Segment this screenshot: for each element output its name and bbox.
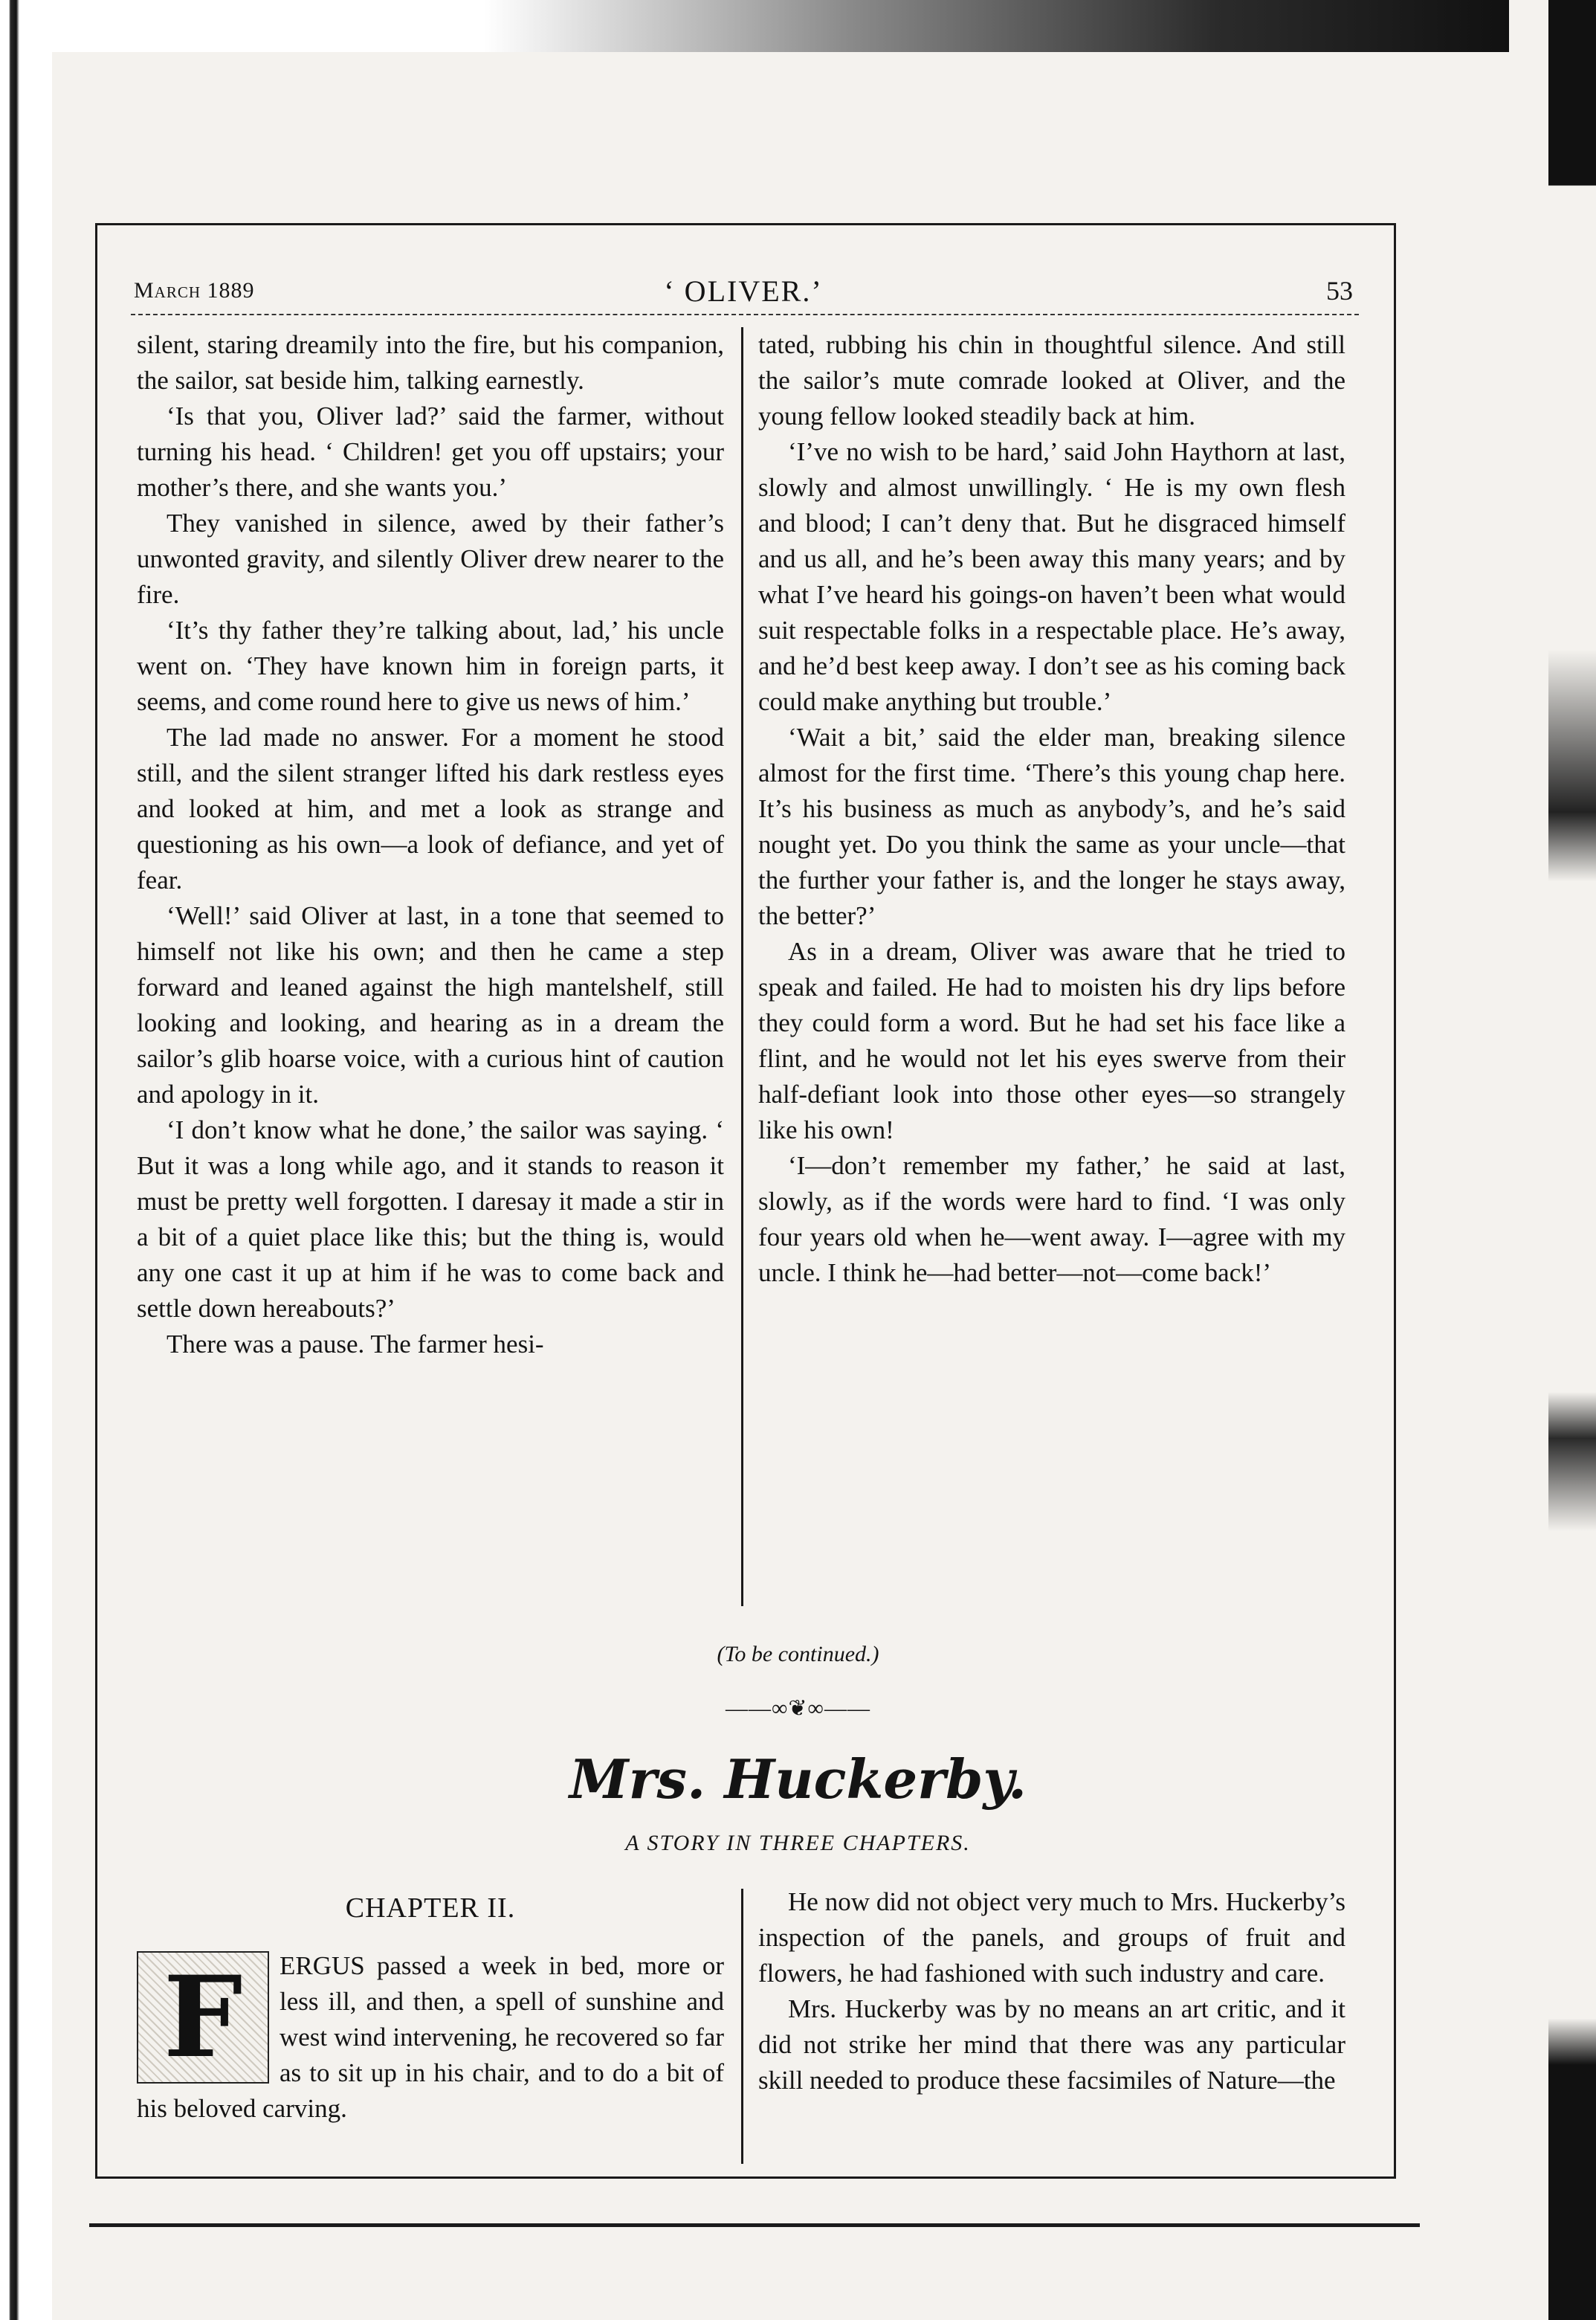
ornament-divider: ——∞❦∞——	[726, 1696, 870, 1721]
paragraph: They vanished in silence, awed by their father’s unwonted gravity, and silently Oliver drew nearer to the fire.	[137, 509, 724, 609]
column-divider	[741, 1889, 743, 2164]
paragraph: tated, rubbing his chin in thoughtful silence. And still the sailor’s mute comrade looked at Oliver, and the young fellow looked steadily back at him.	[758, 330, 1345, 431]
running-title: ‘ OLIVER.’	[664, 274, 823, 308]
to-be-continued: (To be continued.)	[717, 1642, 879, 1666]
story-left-column	[137, 1948, 724, 2127]
column-divider	[741, 327, 743, 1606]
scan-top-edge	[45, 0, 1509, 52]
scan-left-edge	[0, 0, 52, 2320]
story-subtitle: A STORY IN THREE CHAPTERS.	[625, 1831, 971, 1855]
paragraph: silent, staring dreamily into the fire, but his companion, the sailor, sat beside him, talking earnestly.	[137, 330, 724, 395]
scan-right-edge	[1548, 0, 1596, 2320]
paragraph: The lad made no answer. For a moment he stood still, and the silent stranger lifted his dark restless eyes and looked at him, and met a look as strange and questioning as his own—a look of defiance, and yet of fear.	[137, 723, 724, 895]
paragraph: ‘I don’t know what he done,’ the sailor was saying. ‘ But it was a long while ago, and it stands to reason it must be pretty well forgotten. I daresay it made a stir in a bit of a quiet place like this; but the thing is, would any one cast it up at him if he was to come back and settle down hereabouts?’	[137, 1115, 724, 1323]
story-title: Mrs. Huckerby.	[569, 1747, 1027, 1811]
paragraph: ‘I’ve no wish to be hard,’ said John Haythorn at last, slowly and almost unwillingly. ‘ He is my own flesh and blood; I can’t deny that. But he disgraced himself and us all, and he’s been away this many years; and by what I’ve heard his goings-on haven’t been what would suit respectable folks in a respectable place. He’s away, and he’d best keep away. I don’t see as his coming back could make anything but trouble.’	[758, 437, 1345, 716]
story-right-column	[758, 1884, 1345, 2098]
paragraph: ‘Is that you, Oliver lad?’ said the farmer, without turning his head. ‘ Children! get you off upstairs; your mother’s there, and she wants you.’	[137, 402, 724, 502]
paragraph: As in a dream, Oliver was aware that he tried to speak and failed. He had to moisten his dry lips before they could form a word. But he had set his face like a flint, and he would not let his eyes swerve from their half-defiant look into those other eyes—so strangely like his own!	[758, 937, 1345, 1144]
bottom-rule	[89, 2223, 1420, 2227]
paragraph: ‘I—don’t remember my father,’ he said at last, slowly, as if the words were hard to find. ‘I was only four years old when he—went away. I—agree with my uncle. I think he—had better—not—come back!’	[758, 1151, 1345, 1287]
paragraph: ‘Well!’ said Oliver at last, in a tone that seemed to himself not like his own; and then he came a step forward and leaned against the high mantelshelf, still looking and looking, and hearing as in a dream the sailor’s glib hoarse voice, with a curious hint of caution and apology in it.	[137, 901, 724, 1109]
running-head	[134, 275, 1353, 312]
issue-date: March 1889	[134, 278, 255, 303]
paragraph: There was a pause. The farmer hesi-	[167, 1330, 544, 1359]
paragraph: He now did not object very much to Mrs. Huckerby’s inspection of the panels, and groups of fruit and flowers, he had fashioned with such industry and care.	[758, 1887, 1345, 1988]
oliver-right-column	[758, 327, 1345, 1291]
drop-cap: F	[137, 1951, 269, 2084]
paragraph: ‘Wait a bit,’ said the elder man, breaking silence almost for the first time. ‘There’s this young chap here. It’s his business as much as anybody’s, and he’s said nought yet. Do you think the same as your uncle—that the further your father is, and the longer he stays away, the better?’	[758, 723, 1345, 930]
header-rule	[131, 314, 1359, 315]
paragraph: Mrs. Huckerby was by no means an art critic, and it did not strike her mind that there was any particular skill needed to produce these facsimiles of Nature—the	[758, 1994, 1345, 2095]
page-number: 53	[1326, 276, 1353, 306]
paragraph: ‘It’s thy father they’re talking about, lad,’ his uncle went on. ‘They have known him in foreign parts, it seems, and come round here to give us news of him.’	[137, 616, 724, 716]
paragraph: ERGUS passed a week in bed, more or less ill, and then, a spell of sunshine and west wind intervening, he recovered so far as to sit up in his chair, and to do a bit of his beloved carving.	[137, 1951, 724, 2123]
chapter-heading: CHAPTER II.	[345, 1892, 516, 1924]
oliver-left-column	[137, 327, 724, 1362]
